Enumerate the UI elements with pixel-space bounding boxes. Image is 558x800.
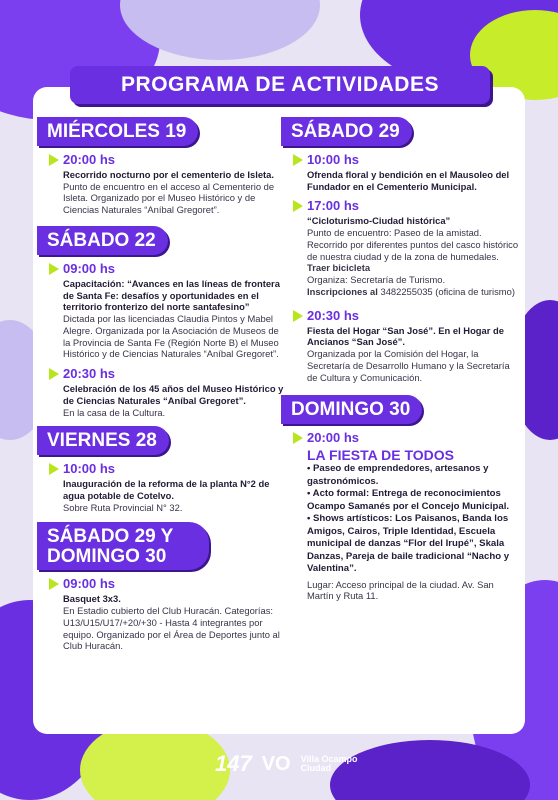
event-item xyxy=(289,308,521,384)
city-logo-mark: VO xyxy=(261,752,291,775)
event-time: 10:00 hs xyxy=(307,151,360,167)
day-block-sabado-domingo xyxy=(45,522,285,653)
event-time: 09:00 hs xyxy=(63,260,116,276)
event-time: 17:00 hs xyxy=(307,198,360,214)
triangle-bullet-icon xyxy=(49,578,59,590)
bullet-item: • Paseo de emprendedores, artesanos y gastronómicos. xyxy=(307,463,489,487)
event-title: Basquet 3x3. xyxy=(63,593,121,605)
event-title: Ofrenda floral y bendición en el Mausoleo del Fundador en el Cementerio Municipal. xyxy=(307,168,510,192)
event-item xyxy=(289,198,521,297)
event-time: 20:00 hs xyxy=(307,430,360,446)
triangle-bullet-icon xyxy=(293,200,303,212)
event-item xyxy=(45,261,285,360)
day-heading: DOMINGO 30 xyxy=(281,395,422,424)
event-note-bold: Traer bicicleta xyxy=(307,262,371,274)
event-title: Celebración de los 45 años del Museo Histórico y de Ciencias Naturales “Aníbal Gregoret”. xyxy=(63,383,284,406)
day-heading: SÁBADO 22 xyxy=(37,226,168,255)
event-item xyxy=(45,366,285,418)
program-card xyxy=(33,87,525,734)
page-title: PROGRAMA DE ACTIVIDADES xyxy=(70,66,490,104)
city-sub: Ciudad xyxy=(300,763,332,773)
event-title: Recorrido nocturno por el cementerio de Isleta. xyxy=(63,168,274,180)
event-item xyxy=(45,576,285,652)
event-time: 20:00 hs xyxy=(63,151,116,167)
footer-logos xyxy=(215,748,357,780)
event-details xyxy=(307,227,521,274)
event-item xyxy=(45,461,285,513)
triangle-bullet-icon xyxy=(49,154,59,166)
day-heading: SÁBADO 29 xyxy=(281,117,412,146)
event-time: 20:30 hs xyxy=(307,307,360,323)
event-item xyxy=(45,152,285,216)
triangle-bullet-icon xyxy=(293,432,303,444)
event-details: En Estadio cubierto del Club Huracán. Categorías: U13/U15/U17/+20/+30 - Hasta 4 integrantes por equipo. Organizado por el Área de Deportes junto al Club Huracán. xyxy=(63,605,280,652)
event-item xyxy=(289,430,521,602)
event-place: Lugar: Acceso principal de la ciudad. Av. San Martín y Ruta 11. xyxy=(307,578,494,602)
day-block-sabado-22 xyxy=(45,226,285,418)
day-block-domingo-30 xyxy=(289,395,521,602)
city-name: Villa Ocampo xyxy=(300,754,358,764)
left-column xyxy=(45,117,285,652)
bullet-item: • Shows artísticos: Los Paisanos, Banda los Amigos, Cairos, Triple Identidad, Escuela municipal de danzas “Flor del Irupé”, Skala Danzas, Pareja de baile tradicional “Nacho y Valentina”. xyxy=(307,513,510,575)
event-details: En la casa de la Cultura. xyxy=(63,406,166,418)
triangle-bullet-icon xyxy=(49,463,59,475)
bullet-item: • Acto formal: Entrega de reconocimientos Ocampo Samanés por el Concejo Municipal. xyxy=(307,488,510,512)
event-big-title: LA FIESTA DE TODOS xyxy=(307,447,455,464)
triangle-bullet-icon xyxy=(49,263,59,275)
day-heading: VIERNES 28 xyxy=(37,426,169,455)
registration-label: Inscripciones al xyxy=(307,285,378,297)
event-time: 10:00 hs xyxy=(63,461,116,477)
event-item xyxy=(289,152,521,193)
registration-phone: 3482255035 (oficina de turismo) xyxy=(380,285,515,297)
city-logo-text xyxy=(301,755,358,773)
day-block-miercoles xyxy=(45,117,285,216)
day-block-viernes xyxy=(45,426,285,513)
triangle-bullet-icon xyxy=(293,310,303,322)
day-heading: SÁBADO 29 Y DOMINGO 30 xyxy=(37,522,209,571)
anniversary-logo: 147 xyxy=(215,751,252,776)
event-details: Organizada por la Comisión del Hogar, la Secretaría de Desarrollo Humano y la Secretaría de Cultura y Comunicación. xyxy=(307,348,510,383)
event-time: 20:30 hs xyxy=(63,366,116,382)
event-title: Capacitación: “Avances en las líneas de frontera de Santa Fe: desafíos y oportunidades en el territorio fronterizo del norte santafesino” xyxy=(63,277,280,313)
day-heading: MIÉRCOLES 19 xyxy=(37,117,198,146)
right-column xyxy=(289,117,521,602)
event-details-text: Punto de encuentro: Paseo de la amistad. Recorrido por diferentes puntos del casco histórico de nuestra ciudad y de la zona de humedales. xyxy=(307,227,519,262)
event-registration xyxy=(307,286,521,298)
event-details: Dictada por las licenciadas Claudia Pintos y Mabel Alegre. Organizada por la Asociación de Museos de la Provincia de Santa Fe (Región Norte B) el Museo Histórico y de Ciencias Naturales “Aníbal Gregoret”. xyxy=(63,313,279,360)
event-details: Punto de encuentro en el acceso al Cementerio de Isleta. Organizado por el Museo Histórico y de Ciencias Naturales “Aníbal Gregoret”. xyxy=(63,180,275,216)
event-title: Inauguración de la reforma de la planta N°2 de agua potable de Cotelvo. xyxy=(63,478,270,502)
triangle-bullet-icon xyxy=(49,368,59,380)
triangle-bullet-icon xyxy=(293,154,303,166)
event-title: Fiesta del Hogar “San José”. En el Hogar de Ancianos “San José”. xyxy=(307,324,504,348)
event-time: 09:00 hs xyxy=(63,576,116,592)
event-details: Sobre Ruta Provincial N° 32. xyxy=(63,501,183,513)
event-title: “Cicloturismo-Ciudad histórica” xyxy=(307,215,451,227)
day-block-sabado-29 xyxy=(289,117,521,383)
event-organizer: Organiza: Secretaría de Turismo. xyxy=(307,274,446,286)
